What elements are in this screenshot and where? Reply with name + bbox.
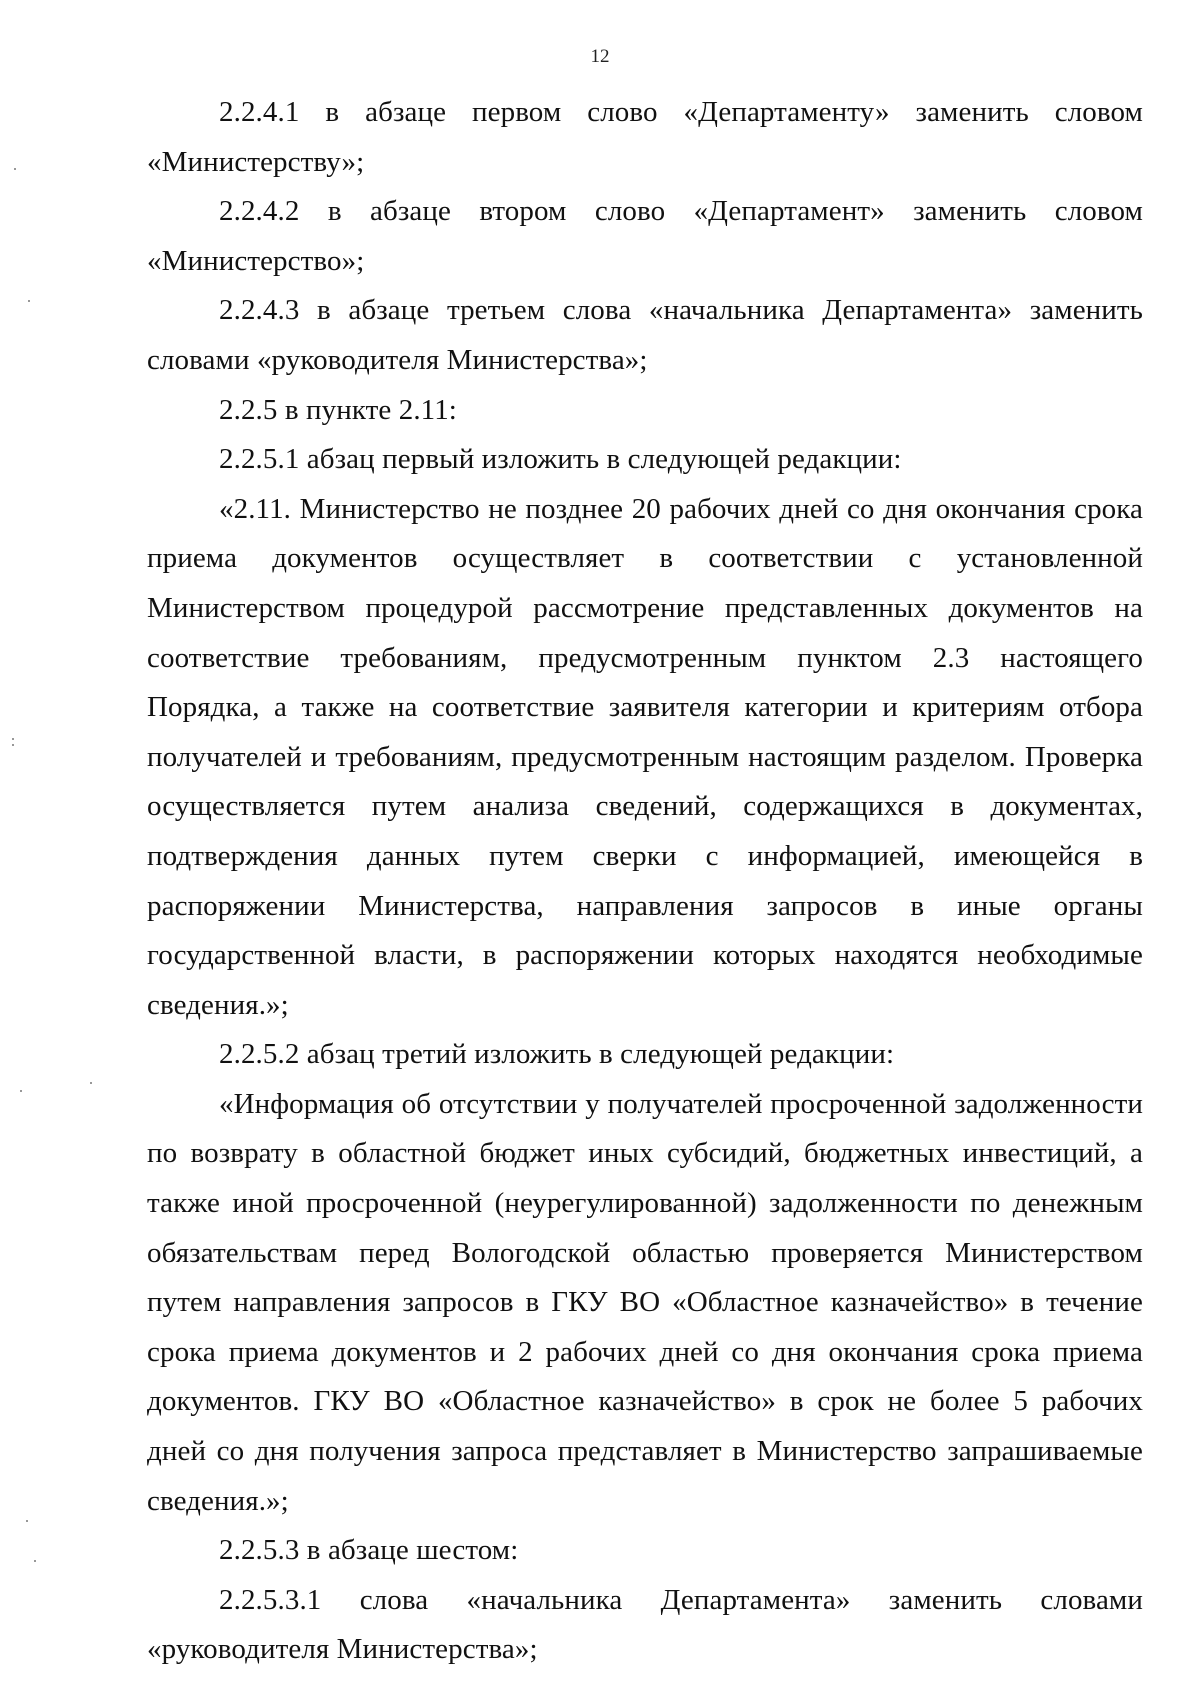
scan-speck [14,168,16,170]
scan-speck [90,1082,92,1084]
paragraph-2-2-5-2: 2.2.5.2 абзац третий изложить в следующей редакции: [219,1038,895,1071]
page-number: 12 [590,46,610,67]
paragraph-2-2-5-3-1: 2.2.5.3.1 слова «начальника Департамента» заменить словами «руководителя Министерства»; [147,1583,1143,1666]
paragraph-quote-information: «Информация об отсутствии у получателей просроченной задолженности по возврату в областной бюджет иных субсидий, бюджетных инвестиций, а также иной просроченной (неурегулированной) задолженности по денежным обязательствам перед Вологодской областью проверяется Министерством путем направления запросов в ГКУ ВО «Областное казначейство» в течение срока приема документов и 2 рабочих дней со дня окончания срока приема документов. ГКУ ВО «Областное казначейство» в срок не более 5 рабочих дней со дня получения запроса представляет в Министерство запрашиваемые сведения.»; [147,1087,1143,1517]
paragraph-2-2-5-3: 2.2.5.3 в абзаце шестом: [219,1534,519,1567]
paragraph-2-2-4-3: 2.2.4.3 в абзаце третьем слова «начальника Департамента» заменить словами «руководителя Министерства»; [147,294,1143,376]
scan-speck [28,300,30,302]
scan-speck [12,744,14,746]
scan-speck [12,738,14,740]
scan-speck [20,1090,22,1092]
paragraph-2-2-4-2: 2.2.4.2 в абзаце втором слово «Департамент» заменить словом «Министерство»; [147,195,1143,277]
scan-speck [34,1560,36,1562]
scan-speck [26,1520,28,1522]
paragraph-2-2-5: 2.2.5 в пункте 2.11: [219,393,457,426]
paragraph-quote-2-11: «2.11. Министерство не позднее 20 рабочих дней со дня окончания срока приема документов осуществляет в соответствии с установленной Министерством процедурой рассмотрение представленных документов на соответствие требованиям, предусмотренным пунктом 2.3 настоящего Порядка, а также на соответствие заявителя категории и критериям отбора получателей и требованиям, предусмотренным настоящим разделом. Проверка осуществляется путем анализа сведений, содержащихся в документах, подтверждения данных путем сверки с информацией, имеющейся в распоряжении Министерства, направления запросов в иные органы государственной власти, в распоряжении которых находятся необходимые сведения.»; [147,492,1143,1021]
paragraph-2-2-5-1: 2.2.5.1 абзац первый изложить в следующей редакции: [219,443,902,476]
document-body [147,88,1143,1675]
paragraph-2-2-4-1: 2.2.4.1 в абзаце первом слово «Департаменту» заменить словом «Министерству»; [147,96,1143,178]
